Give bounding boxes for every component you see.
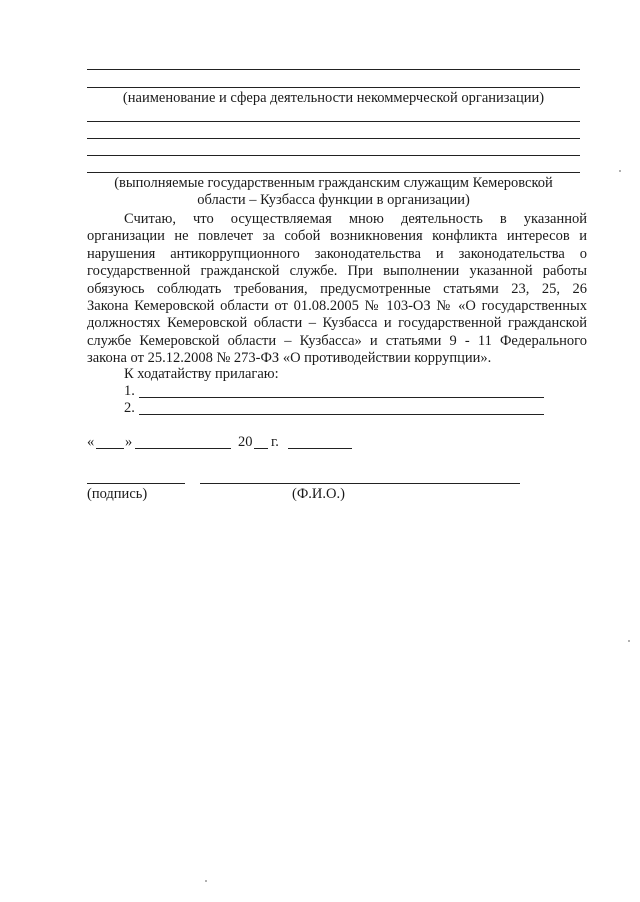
date-year-suffix: г. [271,434,279,450]
attachment-line-2[interactable] [139,414,544,415]
statement-line-9: закона от 25.12.2008 № 273-ФЗ «О противодействии коррупции». [87,350,492,367]
functions-caption-line-2: области – Кузбасса функции в организации) [197,192,470,208]
statement-line-3: нарушения антикоррупционного законодательства и законодательства о [87,245,587,262]
org-caption: (наименование и сфера деятельности некоммерческой организации) [122,90,545,106]
full-name-label: (Ф.И.О.) [292,486,345,502]
functions-line-1 [87,121,580,122]
attachment-number-2: 2. [124,400,135,416]
date-year-prefix: 20 [238,434,253,450]
date-close-quote: » [125,434,133,450]
date-day-blank[interactable] [96,448,124,449]
scan-speck [205,880,207,882]
functions-line-4 [87,172,580,173]
scan-speck [628,640,630,642]
functions-line-3 [87,155,580,156]
attachments-intro: К ходатайству прилагаю: [124,366,279,382]
statement-line-8: службе Кемеровской области – Кузбасса» и статьями 9 - 11 Федерального [87,332,587,349]
date-month-blank[interactable] [135,448,231,449]
statement-line-7: должностях Кемеровской области – Кузбасса и государственной гражданской [87,315,587,332]
signature-label: (подпись) [87,486,148,502]
signature-line[interactable] [87,483,185,484]
statement-line-2: организации не повлечет за собой возникновения конфликта интересов и [87,228,587,245]
statement-line-5: обязуюсь соблюдать требования, предусмотренные статьями 23, 25, 26 [87,280,587,297]
functions-line-2 [87,138,580,139]
statement-line-6: Закона Кемеровской области от 01.08.2005 № 103-ОЗ № «О государственных [87,298,587,315]
full-name-line[interactable] [200,483,520,484]
functions-caption-line-1: (выполняемые государственным гражданским служащим Кемеровской [114,175,553,191]
org-name-line-2 [87,87,580,88]
date-tail-blank[interactable] [288,448,352,449]
attachment-line-1[interactable] [139,397,544,398]
attachment-number-1: 1. [124,383,135,399]
statement-line-4: государственной гражданской службе. При выполнении указанной работы [87,263,587,280]
date-year-blank[interactable] [254,448,268,449]
scan-speck [619,170,621,172]
org-name-line-1 [87,69,580,70]
date-open-quote: « [87,434,95,450]
statement-paragraph [87,211,587,368]
statement-line-1: Считаю, что осуществляемая мною деятельность в указанной [124,211,587,227]
